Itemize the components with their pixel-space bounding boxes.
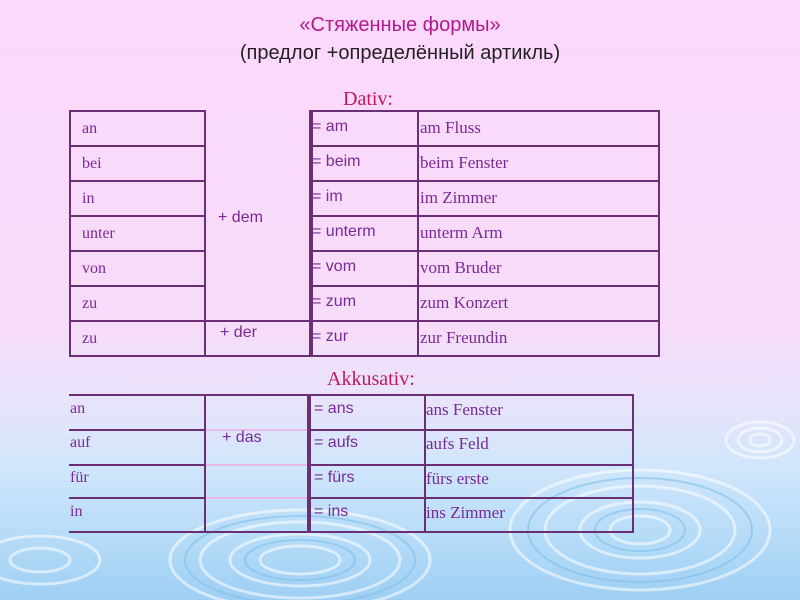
dativ-article-der: + der — [220, 324, 257, 341]
akkusativ-contraction: = aufs — [314, 434, 359, 451]
dativ-example: vom Bruder — [420, 258, 502, 277]
dativ-contraction: = vom — [312, 258, 357, 275]
dativ-preposition: unter — [82, 225, 115, 242]
akkusativ-heading: Akkusativ: — [327, 368, 415, 390]
akkusativ-preposition: in — [70, 503, 83, 520]
akkusativ-contraction: = fürs — [314, 469, 355, 486]
dativ-contraction: = zur — [312, 328, 349, 345]
dativ-contraction: = am — [312, 118, 349, 135]
dativ-contraction: = beim — [312, 153, 361, 170]
akkusativ-example: ans Fenster — [426, 400, 503, 419]
akkusativ-article-das: + das — [222, 429, 262, 446]
dativ-article-dem: + dem — [218, 209, 263, 226]
akkusativ-example: ins Zimmer — [426, 503, 505, 522]
dativ-heading: Dativ: — [343, 88, 393, 110]
dativ-contraction: = im — [312, 188, 343, 205]
dativ-example: zur Freundin — [420, 328, 508, 347]
akkusativ-preposition: für — [70, 469, 89, 486]
slide-subtitle: (предлог +определённый артикль) — [239, 42, 561, 64]
dativ-contraction: = unterm — [312, 223, 376, 240]
akkusativ-contraction: = ans — [314, 400, 354, 417]
dativ-preposition: von — [82, 260, 106, 277]
dativ-preposition: an — [82, 120, 98, 137]
dativ-preposition: zu — [82, 295, 98, 312]
dativ-preposition: bei — [82, 155, 102, 172]
akkusativ-preposition: auf — [70, 434, 91, 451]
akkusativ-example: aufs Feld — [426, 434, 489, 453]
dativ-example: im Zimmer — [420, 188, 497, 207]
slide-title: «Стяженные формы» — [299, 14, 501, 36]
dativ-example: unterm Arm — [420, 223, 503, 242]
akkusativ-preposition: an — [70, 400, 86, 417]
akkusativ-contraction: = ins — [314, 503, 349, 520]
dativ-example: zum Konzert — [420, 293, 509, 312]
akkusativ-example: fürs erste — [426, 469, 489, 488]
dativ-example: am Fluss — [420, 118, 481, 137]
dativ-preposition: zu — [82, 330, 98, 347]
dativ-example: beim Fenster — [420, 153, 509, 172]
dativ-preposition: in — [82, 190, 95, 207]
dativ-contraction: = zum — [312, 293, 357, 310]
